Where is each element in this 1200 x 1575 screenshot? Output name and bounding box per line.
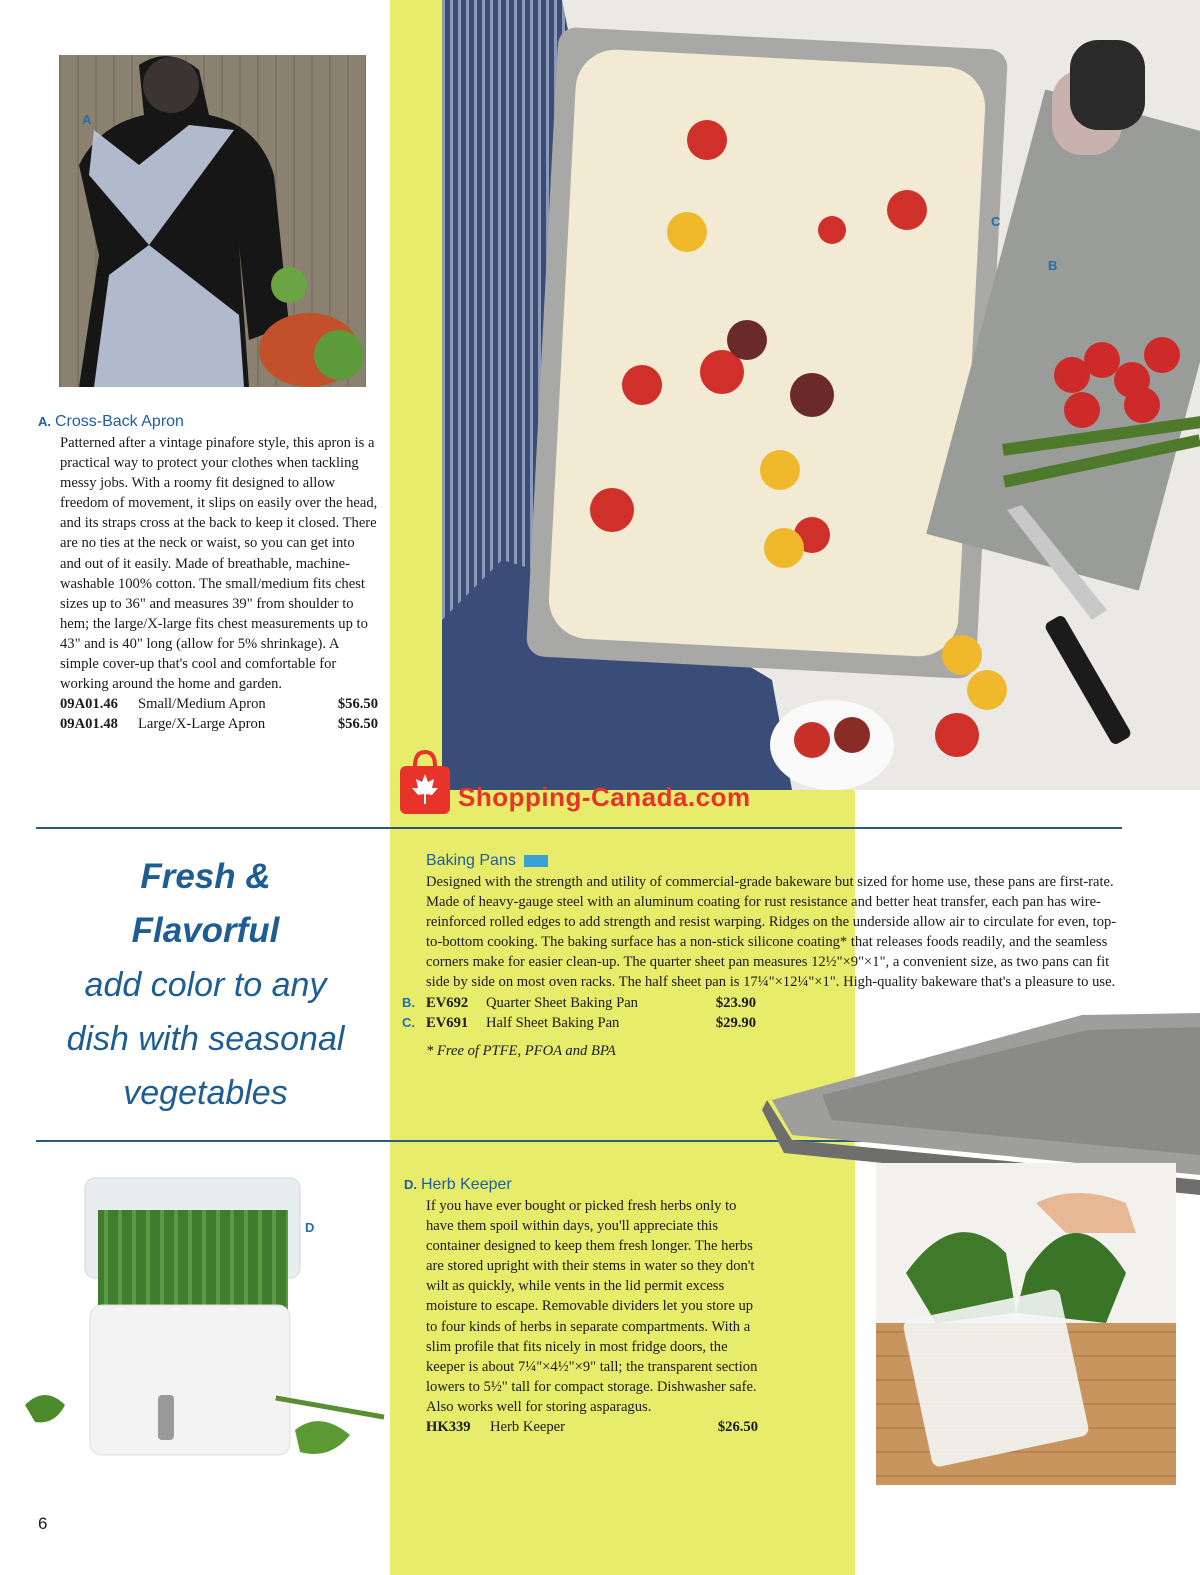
herb-heading-letter: D.	[404, 1177, 417, 1192]
herb-heading	[404, 1176, 736, 1194]
pan-item-row	[402, 1013, 756, 1033]
maple-leaf-bag-icon	[398, 750, 452, 816]
pan-item-name: Half Sheet Baking Pan	[486, 1014, 620, 1031]
herb-section	[404, 1176, 758, 1437]
herb-item-name: Herb Keeper	[490, 1419, 565, 1436]
apron-item-name: Large/X-Large Apron	[138, 716, 266, 733]
apron-title: Cross-Back Apron	[55, 413, 184, 430]
promo-line-3: add color to any	[84, 966, 327, 1004]
apron-photo-letter: A	[82, 112, 92, 127]
herb-item-price: $26.50	[717, 1419, 758, 1436]
apron-item-row	[60, 714, 378, 734]
pan-item-letter: B.	[402, 994, 415, 1010]
promo-line-4: dish with seasonal	[66, 1020, 345, 1058]
promo-line-5: vegetables	[123, 1074, 288, 1112]
apron-item-price: $56.50	[337, 716, 378, 733]
apron-item-name: Small/Medium Apron	[138, 696, 266, 713]
apron-heading-letter: A.	[38, 414, 51, 429]
pan-item-price: $23.90	[715, 994, 756, 1011]
apron-item-code: 09A01.46	[60, 696, 118, 713]
pan-item-code: EV692	[426, 994, 469, 1011]
promo-line-1: Fresh &	[140, 857, 271, 896]
herb-item-code: HK339	[426, 1419, 471, 1436]
pans-title: Baking Pans	[426, 852, 516, 869]
watermark-text: Shopping-Canada.com	[458, 782, 751, 812]
focaccia-photo	[442, 0, 1200, 790]
watermark	[398, 750, 818, 816]
herb-keeper-product-photo	[20, 1160, 390, 1500]
apron-heading	[38, 413, 356, 431]
pan-item-price: $29.90	[715, 1014, 756, 1031]
promo-block	[38, 850, 373, 1120]
apron-description: Patterned after a vintage pinafore style, this apron is a practical way to protect your clothes when tackling messy jobs. With a roomy fit designed to allow freedom of movement, it slips on easily over the head, and its straps cross at the back to keep it closed. There are no ties at the neck or waist, so you can get into and out of it easily. Made of breathable, machine-washable 100% cotton. The small/medium fits chest sizes up to 36" and measures 39" from shoulder to hem; the large/X-large fits chest measurements up to 43" and is 40" long (allow for 5% shrinkage). A simple cover-up that's cool and comfortable for working around the home and garden.	[60, 435, 378, 693]
pan-item-code: EV691	[426, 1014, 469, 1031]
apron-photo	[59, 55, 366, 387]
pans-footnote: * Free of PTFE, PFOA and BPA	[426, 1042, 616, 1059]
pans-heading	[426, 852, 1120, 870]
herb-photo-letter: D	[305, 1220, 315, 1235]
photo-letter-b: B	[1048, 258, 1058, 273]
pans-description: Designed with the strength and utility of commercial-grade bakeware but sized for home use, these pans are first-rate. Made of heavy-gauge steel with an aluminum coating for rust resistance and better heat transfer, each pan has wire-reinforced rolled edges to add strength and resist warping. Ridges on the underside allow air to circulate for even, top-to-bottom cooking. The baking surface has a non-stick silicone coating* that releases foods readily, and the seamless corners make for easier clean-up. The quarter sheet pan measures 12½"×9"×1", a convenient size, as two pans can fit side by side on most oven racks. The half sheet pan is 17¼"×12¼"×1". High-quality bakeware that's a pleasure to use.	[426, 874, 1117, 991]
canada-flag-icon	[524, 855, 548, 867]
promo-line-2: Flavorful	[131, 911, 280, 950]
apron-item-code: 09A01.48	[60, 716, 118, 733]
apron-item-row	[60, 694, 378, 714]
apron-section	[38, 413, 378, 734]
pan-item-letter: C.	[402, 1014, 415, 1030]
herb-keeper-use-photo	[876, 1163, 1176, 1485]
divider-top	[36, 827, 1122, 829]
photo-letter-c: C	[991, 214, 1001, 229]
pan-item-row	[402, 993, 756, 1013]
page-number: 6	[38, 1514, 48, 1533]
herb-item-row	[426, 1417, 758, 1437]
pan-item-name: Quarter Sheet Baking Pan	[486, 994, 638, 1011]
herb-description: If you have ever bought or picked fresh herbs only to have them spoil within days, you'll appreciate this container designed to keep them fresh longer. The herbs are stored upright with their stems in water so they don't wilt as quickly, while vents in the lid permit excess moisture to escape. Removable dividers let you store up to four kinds of herbs in separate compartments. With a slim profile that fits nicely in most fridge doors, the keeper is about 7¼"×4½"×9" tall; the transparent section lowers to 5½" tall for compact storage. Dishwasher safe. Also works well for storing asparagus.	[426, 1198, 758, 1415]
herb-title: Herb Keeper	[421, 1176, 512, 1193]
apron-item-price: $56.50	[337, 696, 378, 713]
